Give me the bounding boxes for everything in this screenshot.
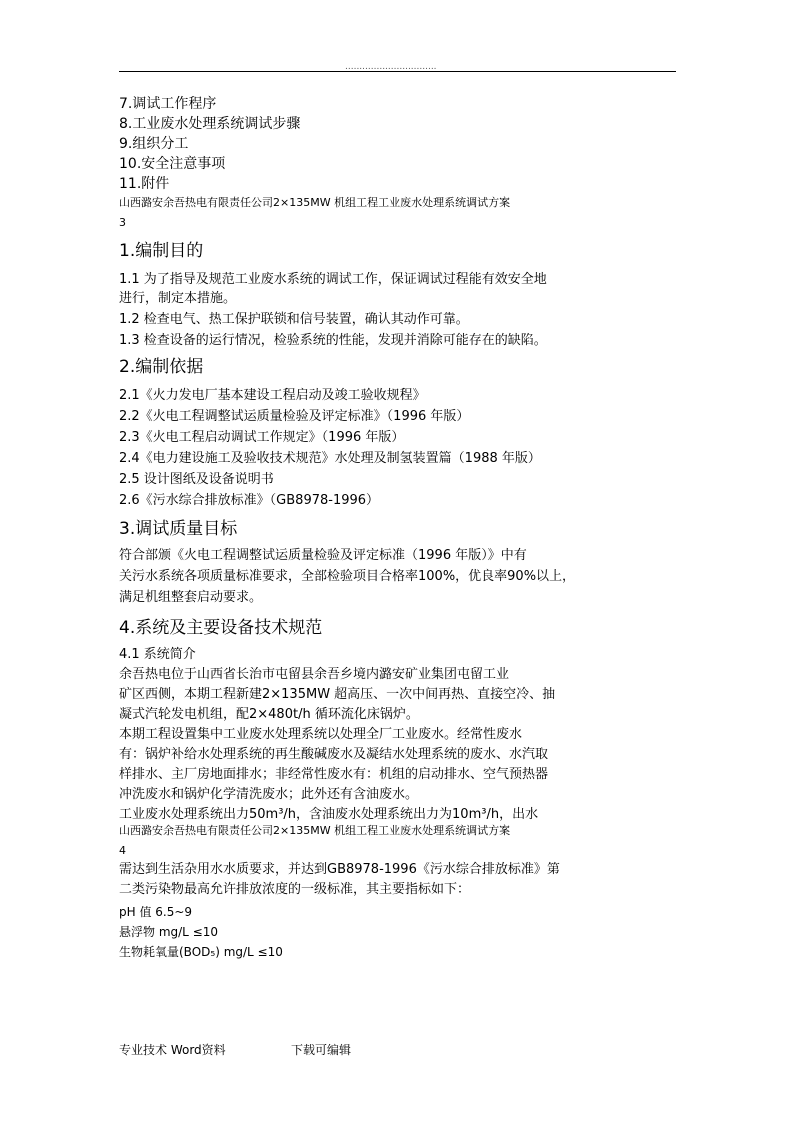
reference-item: 2.4《电力建设施工及验收技术规范》水处理及制氢装置篇（1988 年版） xyxy=(119,451,541,466)
reference-item: 2.3《火电工程启动调试工作规定》（1996 年版） xyxy=(119,430,405,445)
toc-item: 11.附件 xyxy=(119,176,170,192)
paragraph-line: 工业废水处理系统出力50m³/h，含油废水处理系统出力为10m³/h，出水 xyxy=(119,807,539,822)
paragraph-line: 本期工程设置集中工业废水处理系统以处理全厂工业废水。经常性废水 xyxy=(119,727,523,742)
indicator-bod: 生物耗氧量(BOD₅) mg/L ≤10 xyxy=(119,945,283,959)
document-body xyxy=(119,94,679,961)
paragraph-line: 二类污染物最高允许排放浓度的一级标准，其主要指标如下： xyxy=(119,882,471,897)
paragraph-line: 有：锅炉补给水处理系统的再生酸碱废水及凝结水处理系统的废水、水汽取 xyxy=(119,747,549,762)
paragraph-line: 进行，制定本措施。 xyxy=(119,291,237,306)
reference-item: 2.6《污水综合排放标准》（GB8978-1996） xyxy=(119,493,380,508)
paragraph-line: 1.1 为了指导及规范工业废水系统的调试工作，保证调试过程能有效安全地 xyxy=(119,272,547,287)
page-number: 4 xyxy=(119,844,126,857)
header-dots: ................................ xyxy=(345,62,437,72)
indicator-ph: pH 值 6.5~9 xyxy=(119,905,193,919)
reference-item: 2.5 设计图纸及设备说明书 xyxy=(119,472,274,487)
running-header: 山西潞安余吾热电有限责任公司2×135MW 机组工程工业废水处理系统调试方案 xyxy=(119,196,511,209)
running-header: 山西潞安余吾热电有限责任公司2×135MW 机组工程工业废水处理系统调试方案 xyxy=(119,824,511,837)
section-title: 4.系统及主要设备技术规范 xyxy=(119,618,323,638)
paragraph-line: 余吾热电位于山西省长治市屯留县余吾乡境内潞安矿业集团屯留工业 xyxy=(119,667,510,682)
section-title: 1.编制目的 xyxy=(119,241,204,261)
section-title: 2.编制依据 xyxy=(119,357,204,377)
section-title: 3.调试质量目标 xyxy=(119,519,238,539)
toc-item: 7.调试工作程序 xyxy=(119,96,217,112)
header-rule xyxy=(119,71,676,72)
paragraph-line: 矿区西侧，本期工程新建2×135MW 超高压、一次中间再热、直接空冷、抽 xyxy=(119,687,556,702)
paragraph-line: 凝式汽轮发电机组，配2×480t/h 循环流化床锅炉。 xyxy=(119,707,419,722)
paragraph-line: 样排水、主厂房地面排水；非经常性废水有：机组的启动排水、空气预热器 xyxy=(119,767,549,782)
paragraph-line: 关污水系统各项质量标准要求，全部检验项目合格率100%，优良率90%以上， xyxy=(119,569,576,584)
paragraph-line: 冲洗废水和锅炉化学清洗废水；此外还有含油废水。 xyxy=(119,787,419,802)
paragraph-line: 需达到生活杂用水水质要求，并达到GB8978-1996《污水综合排放标准》第 xyxy=(119,862,560,877)
toc-item: 9.组织分工 xyxy=(119,136,189,152)
paragraph-line: 1.3 检查设备的运行情况，检验系统的性能，发现并消除可能存在的缺陷。 xyxy=(119,333,547,348)
reference-item: 2.1《火力发电厂基本建设工程启动及竣工验收规程》 xyxy=(119,388,426,403)
paragraph-line: 满足机组整套启动要求。 xyxy=(119,590,263,605)
subsection-title: 4.1 系统简介 xyxy=(119,647,196,662)
toc-item: 8.工业废水处理系统调试步骤 xyxy=(119,116,301,132)
footer-right: 下载可编辑 xyxy=(291,1043,352,1057)
reference-item: 2.2《火电工程调整试运质量检验及评定标准》（1996 年版） xyxy=(119,409,470,424)
toc-item: 10.安全注意事项 xyxy=(119,156,226,172)
paragraph-line: 符合部颁《火电工程调整试运质量检验及评定标准（1996 年版）》中有 xyxy=(119,548,527,563)
paragraph-line: 1.2 检查电气、热工保护联锁和信号装置，确认其动作可靠。 xyxy=(119,312,469,327)
footer-left: 专业技术 Word资料 xyxy=(119,1043,226,1057)
page-number: 3 xyxy=(119,216,126,229)
indicator-ss: 悬浮物 mg/L ≤10 xyxy=(119,925,218,939)
